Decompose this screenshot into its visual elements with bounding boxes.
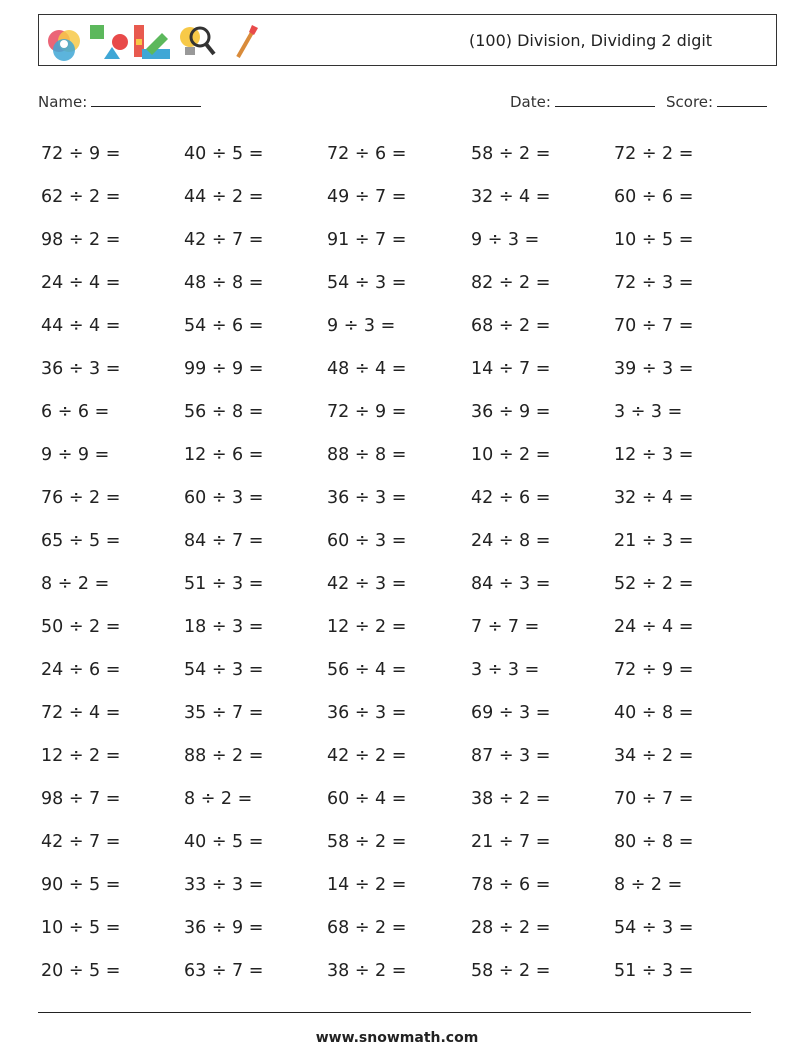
division-problem: 10 ÷ 5 = — [41, 918, 121, 938]
division-problem: 12 ÷ 6 = — [184, 445, 264, 465]
color-wheel-icon — [48, 30, 80, 61]
division-problem: 87 ÷ 3 = — [471, 746, 551, 766]
score-label: Score: — [666, 93, 714, 111]
division-problem: 84 ÷ 3 = — [471, 574, 551, 594]
division-problem: 72 ÷ 4 = — [41, 703, 121, 723]
division-problem: 40 ÷ 5 = — [184, 144, 264, 164]
division-problem: 12 ÷ 2 = — [41, 746, 121, 766]
problem-row — [41, 742, 761, 785]
division-problem: 65 ÷ 5 = — [41, 531, 121, 551]
division-problem: 68 ÷ 2 = — [471, 316, 551, 336]
division-problem: 78 ÷ 6 = — [471, 875, 551, 895]
problem-row — [41, 871, 761, 914]
division-problem: 18 ÷ 3 = — [184, 617, 264, 637]
footer-rule — [38, 1012, 751, 1013]
problem-row — [41, 957, 761, 1000]
date-blank-line — [555, 92, 655, 107]
division-problem: 38 ÷ 2 = — [327, 961, 407, 981]
division-problem: 3 ÷ 3 = — [471, 660, 540, 680]
problem-row — [41, 527, 761, 570]
division-problem: 76 ÷ 2 = — [41, 488, 121, 508]
division-problem: 91 ÷ 7 = — [327, 230, 407, 250]
problem-row — [41, 140, 761, 183]
division-problem: 58 ÷ 2 = — [471, 961, 551, 981]
problem-row — [41, 269, 761, 312]
problem-row — [41, 656, 761, 699]
date-field[interactable] — [510, 92, 655, 111]
division-problem: 40 ÷ 8 = — [614, 703, 694, 723]
ruler-pencil-icon — [134, 25, 170, 59]
division-problem: 14 ÷ 2 = — [327, 875, 407, 895]
division-problem: 36 ÷ 3 = — [327, 488, 407, 508]
division-problem: 44 ÷ 2 = — [184, 187, 264, 207]
division-problem: 36 ÷ 9 = — [184, 918, 264, 938]
division-problem: 32 ÷ 4 = — [614, 488, 694, 508]
division-problem: 8 ÷ 2 = — [41, 574, 110, 594]
division-problem: 21 ÷ 3 = — [614, 531, 694, 551]
division-problem: 72 ÷ 9 = — [41, 144, 121, 164]
problem-row — [41, 226, 761, 269]
problem-row — [41, 570, 761, 613]
division-problem: 84 ÷ 7 = — [184, 531, 264, 551]
division-problem: 3 ÷ 3 = — [614, 402, 683, 422]
division-problem: 54 ÷ 3 = — [327, 273, 407, 293]
division-problem: 48 ÷ 8 = — [184, 273, 264, 293]
division-problem: 9 ÷ 3 = — [471, 230, 540, 250]
division-problem: 10 ÷ 5 = — [614, 230, 694, 250]
division-problem: 10 ÷ 2 = — [471, 445, 551, 465]
problem-row — [41, 613, 761, 656]
division-problem: 42 ÷ 2 = — [327, 746, 407, 766]
footer-website: www.snowmath.com — [315, 1030, 479, 1046]
paintbrush-icon — [238, 25, 258, 57]
division-problem: 88 ÷ 8 = — [327, 445, 407, 465]
lightbulb-magnifier-icon — [180, 27, 214, 55]
division-problem: 8 ÷ 2 = — [614, 875, 683, 895]
division-problem: 60 ÷ 4 = — [327, 789, 407, 809]
division-problem: 54 ÷ 3 = — [184, 660, 264, 680]
division-problem: 68 ÷ 2 = — [327, 918, 407, 938]
division-problem: 42 ÷ 6 = — [471, 488, 551, 508]
division-problem: 36 ÷ 3 = — [41, 359, 121, 379]
problem-row — [41, 828, 761, 871]
problems-grid — [41, 140, 761, 1000]
division-problem: 44 ÷ 4 = — [41, 316, 121, 336]
division-problem: 6 ÷ 6 = — [41, 402, 110, 422]
division-problem: 69 ÷ 3 = — [471, 703, 551, 723]
division-problem: 50 ÷ 2 = — [41, 617, 121, 637]
division-problem: 20 ÷ 5 = — [41, 961, 121, 981]
division-problem: 56 ÷ 4 = — [327, 660, 407, 680]
division-problem: 72 ÷ 6 = — [327, 144, 407, 164]
name-field[interactable] — [38, 92, 201, 111]
division-problem: 54 ÷ 6 = — [184, 316, 264, 336]
division-problem: 72 ÷ 9 = — [327, 402, 407, 422]
division-problem: 24 ÷ 4 = — [614, 617, 694, 637]
division-problem: 48 ÷ 4 = — [327, 359, 407, 379]
division-problem: 56 ÷ 8 = — [184, 402, 264, 422]
division-problem: 36 ÷ 9 = — [471, 402, 551, 422]
division-problem: 34 ÷ 2 = — [614, 746, 694, 766]
problem-row — [41, 441, 761, 484]
division-problem: 39 ÷ 3 = — [614, 359, 694, 379]
problem-row — [41, 699, 761, 742]
division-problem: 28 ÷ 2 = — [471, 918, 551, 938]
division-problem: 36 ÷ 3 = — [327, 703, 407, 723]
division-problem: 40 ÷ 5 = — [184, 832, 264, 852]
division-problem: 21 ÷ 7 = — [471, 832, 551, 852]
division-problem: 51 ÷ 3 = — [184, 574, 264, 594]
division-problem: 60 ÷ 3 = — [327, 531, 407, 551]
division-problem: 88 ÷ 2 = — [184, 746, 264, 766]
division-problem: 80 ÷ 8 = — [614, 832, 694, 852]
score-blank-line — [717, 92, 767, 107]
division-problem: 62 ÷ 2 = — [41, 187, 121, 207]
division-problem: 90 ÷ 5 = — [41, 875, 121, 895]
division-problem: 24 ÷ 8 = — [471, 531, 551, 551]
division-problem: 7 ÷ 7 = — [471, 617, 540, 637]
division-problem: 52 ÷ 2 = — [614, 574, 694, 594]
division-problem: 99 ÷ 9 = — [184, 359, 264, 379]
division-problem: 35 ÷ 7 = — [184, 703, 264, 723]
division-problem: 9 ÷ 3 = — [327, 316, 396, 336]
score-field[interactable] — [666, 92, 767, 111]
division-problem: 72 ÷ 9 = — [614, 660, 694, 680]
problem-row — [41, 484, 761, 527]
division-problem: 12 ÷ 2 = — [327, 617, 407, 637]
division-problem: 8 ÷ 2 = — [184, 789, 253, 809]
header-box — [38, 14, 777, 66]
division-problem: 51 ÷ 3 = — [614, 961, 694, 981]
problem-row — [41, 312, 761, 355]
problem-row — [41, 398, 761, 441]
problem-row — [41, 355, 761, 398]
division-problem: 42 ÷ 3 = — [327, 574, 407, 594]
division-problem: 24 ÷ 6 = — [41, 660, 121, 680]
division-problem: 49 ÷ 7 = — [327, 187, 407, 207]
division-problem: 72 ÷ 2 = — [614, 144, 694, 164]
problem-row — [41, 183, 761, 226]
division-problem: 82 ÷ 2 = — [471, 273, 551, 293]
division-problem: 98 ÷ 2 = — [41, 230, 121, 250]
shapes-icon — [90, 25, 128, 59]
division-problem: 60 ÷ 3 = — [184, 488, 264, 508]
division-problem: 72 ÷ 3 = — [614, 273, 694, 293]
worksheet-title: (100) Division, Dividing 2 digit — [469, 31, 713, 50]
division-problem: 60 ÷ 6 = — [614, 187, 694, 207]
name-label: Name: — [38, 93, 88, 111]
division-problem: 38 ÷ 2 = — [471, 789, 551, 809]
name-blank-line — [91, 92, 201, 107]
division-problem: 54 ÷ 3 = — [614, 918, 694, 938]
division-problem: 12 ÷ 3 = — [614, 445, 694, 465]
division-problem: 98 ÷ 7 = — [41, 789, 121, 809]
division-problem: 33 ÷ 3 = — [184, 875, 264, 895]
problem-row — [41, 914, 761, 957]
division-problem: 70 ÷ 7 = — [614, 316, 694, 336]
division-problem: 24 ÷ 4 = — [41, 273, 121, 293]
division-problem: 70 ÷ 7 = — [614, 789, 694, 809]
division-problem: 32 ÷ 4 = — [471, 187, 551, 207]
problem-row — [41, 785, 761, 828]
division-problem: 9 ÷ 9 = — [41, 445, 110, 465]
division-problem: 14 ÷ 7 = — [471, 359, 551, 379]
division-problem: 58 ÷ 2 = — [471, 144, 551, 164]
division-problem: 63 ÷ 7 = — [184, 961, 264, 981]
division-problem: 42 ÷ 7 = — [184, 230, 264, 250]
date-label: Date: — [510, 93, 551, 111]
division-problem: 42 ÷ 7 = — [41, 832, 121, 852]
division-problem: 58 ÷ 2 = — [327, 832, 407, 852]
header-icons — [42, 19, 262, 63]
